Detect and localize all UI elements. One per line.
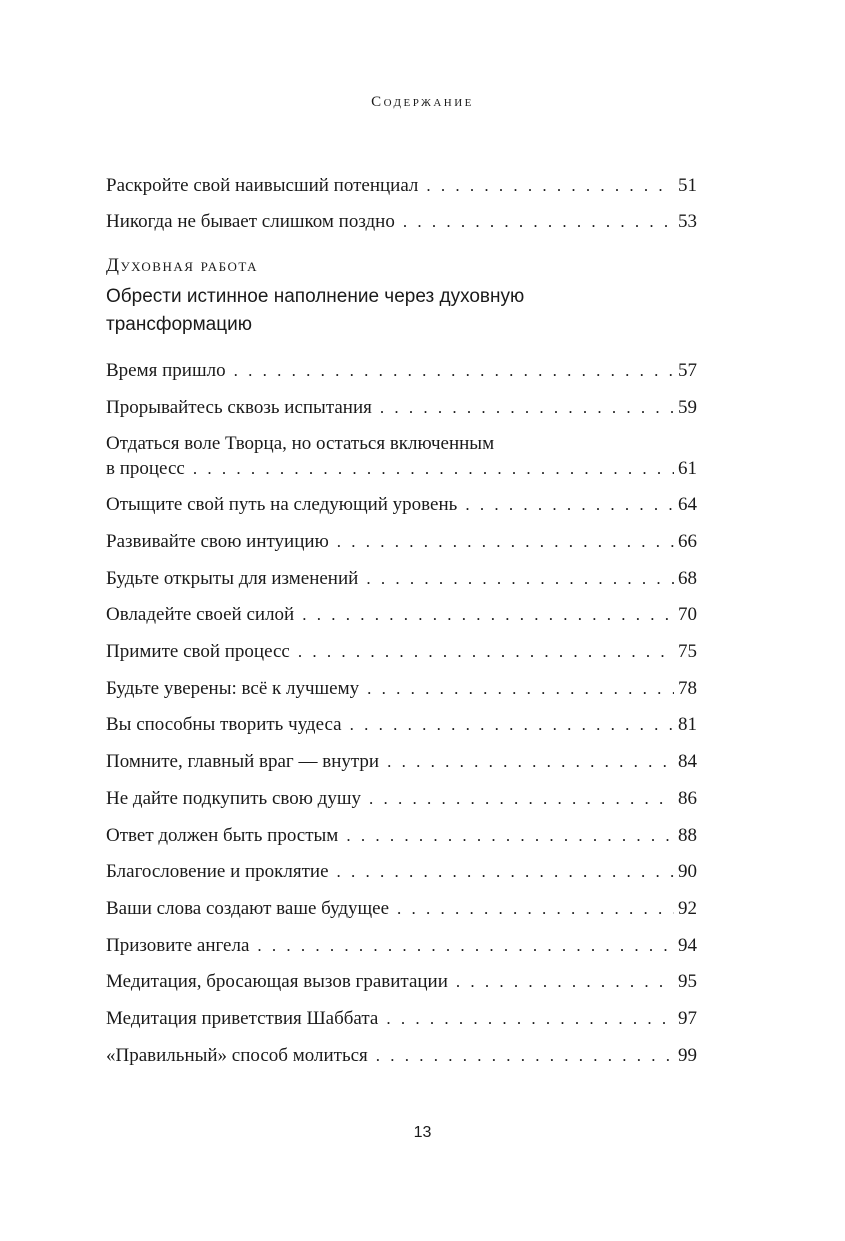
toc-entry	[106, 969, 697, 994]
toc-entry	[106, 395, 697, 420]
toc-entry-title: Будьте уверены: всё к лучшему	[106, 678, 360, 699]
toc-entry-page: 53	[678, 211, 697, 232]
dot-leader	[367, 676, 674, 701]
toc-entry-page: 86	[678, 788, 697, 809]
toc-entry-title: Овладейте своей силой	[106, 604, 295, 625]
dot-leader	[337, 859, 674, 884]
toc-entry-title: Не дайте подкупить свою душу	[106, 788, 361, 809]
dot-leader	[257, 933, 674, 958]
toc-entry-title: Помните, главный враг — внутри	[106, 751, 380, 772]
dot-leader	[380, 395, 674, 420]
toc-entry-title: Медитация, бросающая вызов гравитации	[106, 971, 448, 992]
dot-leader	[397, 896, 674, 921]
dot-leader	[403, 209, 674, 234]
dot-leader	[369, 786, 674, 811]
dot-leader	[386, 1006, 674, 1031]
toc-entry	[106, 896, 697, 921]
toc-entry-page: 68	[678, 568, 697, 589]
toc-entry-title: Развивайте свою интуицию	[106, 531, 329, 552]
toc-entry-title: Раскройте свой наивысший потенциал	[106, 175, 419, 196]
toc-entry	[106, 1043, 697, 1068]
toc-entry-title: в процесс	[106, 458, 185, 479]
toc-entry-title: Вы способны творить чудеса	[106, 714, 342, 735]
dot-leader	[346, 823, 674, 848]
toc-entry-title: Медитация приветствия Шаббата	[106, 1008, 379, 1029]
toc-entry	[106, 823, 697, 848]
dot-leader	[337, 529, 674, 554]
toc-entry	[106, 492, 697, 517]
toc-entry-page: 97	[678, 1008, 697, 1029]
toc-entry	[106, 786, 697, 811]
toc-entry-page: 66	[678, 531, 697, 552]
toc-entry	[106, 566, 697, 591]
toc-entry-page: 90	[678, 861, 697, 882]
toc-entry	[106, 676, 697, 701]
toc-entry-page: 81	[678, 714, 697, 735]
toc-entry	[106, 529, 697, 554]
page-header: Содержание	[371, 94, 474, 110]
toc-entry-title: Примите свой процесс	[106, 641, 290, 662]
toc-entry	[106, 173, 697, 198]
section-title: Духовная работа	[106, 255, 259, 276]
toc-entry-page: 95	[678, 971, 697, 992]
toc-entry-page: 78	[678, 678, 697, 699]
toc-entry-title: Благословение и проклятие	[106, 861, 329, 882]
toc-entry-page: 70	[678, 604, 697, 625]
toc-entry	[106, 712, 697, 737]
toc-entry-title: Будьте открыты для изменений	[106, 568, 359, 589]
toc-entry-title: Призовите ангела	[106, 935, 250, 956]
toc-entry-title: Ваши слова создают ваше будущее	[106, 898, 390, 919]
dot-leader	[465, 492, 674, 517]
toc-entry-title: Никогда не бывает слишком поздно	[106, 211, 395, 232]
toc-entry-page: 57	[678, 360, 697, 381]
toc-entry	[106, 602, 697, 627]
dot-leader	[298, 639, 674, 664]
toc-entry-page: 59	[678, 397, 697, 418]
dot-leader	[376, 1043, 674, 1068]
toc-entry-page: 61	[678, 458, 697, 479]
toc-entry-title: «Правильный» способ молиться	[106, 1045, 368, 1066]
toc-entry-page: 64	[678, 494, 697, 515]
toc-entry-page: 51	[678, 175, 697, 196]
toc-entry	[106, 431, 697, 481]
dot-leader	[302, 602, 674, 627]
toc-entry-title: Прорывайтесь сквозь испытания	[106, 397, 372, 418]
toc-entry-page: 84	[678, 751, 697, 772]
toc-entry-page: 99	[678, 1045, 697, 1066]
toc-entry-page: 75	[678, 641, 697, 662]
toc-entry-title-line1: Отдаться воле Творца, но остаться включенным	[106, 433, 495, 454]
toc-entry-page: 88	[678, 825, 697, 846]
toc-entry	[106, 639, 697, 664]
toc-entry-title: Ответ должен быть простым	[106, 825, 339, 846]
toc-entry-page: 94	[678, 935, 697, 956]
toc-entry	[106, 358, 697, 383]
toc-entry-title: Время пришло	[106, 360, 226, 381]
section-subtitle: Обрести истинное наполнение через духовную трансформацию	[106, 286, 525, 335]
toc-entry-page: 92	[678, 898, 697, 919]
dot-leader	[366, 566, 674, 591]
toc-entry	[106, 209, 697, 234]
toc-entry-title: Отыщите свой путь на следующий уровень	[106, 494, 458, 515]
dot-leader	[350, 712, 674, 737]
dot-leader	[426, 173, 674, 198]
toc-entry	[106, 1006, 697, 1031]
toc-entry	[106, 859, 697, 884]
toc-entry	[106, 749, 697, 774]
dot-leader	[456, 969, 674, 994]
toc-entry	[106, 933, 697, 958]
dot-leader	[387, 749, 674, 774]
dot-leader	[193, 456, 674, 481]
page-number: 13	[413, 1124, 432, 1141]
dot-leader	[234, 358, 674, 383]
